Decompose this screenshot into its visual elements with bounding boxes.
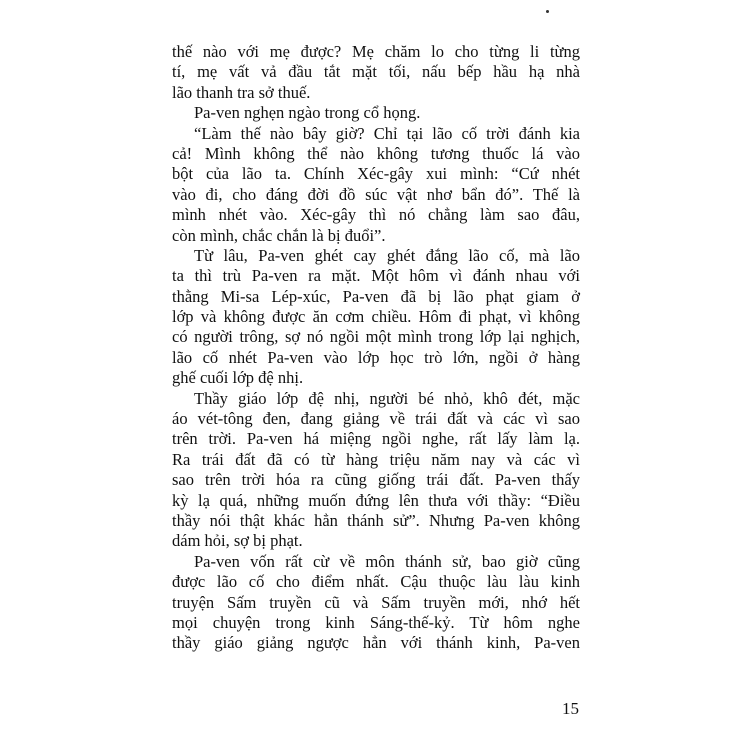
text-line: mình nhét vào. Xéc-gây thì nó chẳng làm sao đâu, — [172, 205, 580, 225]
text-line: tí, mẹ vất vả đầu tắt mặt tối, nấu bếp hầu hạ nhà — [172, 62, 580, 82]
text-line: ghế cuối lớp đệ nhị. — [172, 368, 304, 388]
text-line: lớp và không được ăn cơm chiều. Hôm đi phạt, vì không — [172, 307, 580, 327]
text-line: dám hỏi, sợ bị phạt. — [172, 531, 303, 551]
text-line: lão cố nhét Pa-ven vào lớp học trò lớn, ngồi ở hàng — [172, 347, 580, 367]
text-line: lão thanh tra sở thuế. — [172, 82, 311, 102]
text-line: “Làm thế nào bây giờ? Chỉ tại lão cố trời đánh kia — [194, 123, 580, 143]
text-line: áo vét-tông đen, đang giảng về trái đất và các vì sao — [172, 409, 580, 429]
text-line: thế nào với mẹ được? Mẹ chăm lo cho từng li từng — [172, 42, 580, 61]
text-line: Ra trái đất đã có từ hàng triệu năm nay và các vì — [172, 449, 580, 469]
text-line: có người trông, sợ nó ngồi một mình trong lớp lại nghịch, — [172, 327, 580, 347]
text-line: thầy nói thật khác hẳn thánh sử”. Nhưng Pa-ven không — [172, 510, 580, 530]
text-line: bột của lão ta. Chính Xéc-gây xui mình: “Cứ nhét — [172, 164, 580, 184]
text-line: trên trời. Pa-ven há miệng ngồi nghe, rất lấy làm lạ. — [172, 429, 580, 449]
text-line: Thầy giáo lớp đệ nhị, người bé nhỏ, khô đét, mặc — [194, 388, 580, 408]
text-line: được lão cố cho điểm nhất. Cậu thuộc làu làu kinh — [172, 572, 580, 592]
text-line: ta thì trù Pa-ven ra mặt. Một hôm vì đánh nhau với — [172, 266, 580, 286]
text-line: Pa-ven vốn rất cừ về môn thánh sử, bao giờ cũng — [194, 551, 580, 571]
print-speck — [546, 10, 549, 13]
text-line: vào đi, cho đáng đời đồ súc vật nhơ bẩn đó”. Thế là — [172, 184, 580, 204]
text-line: thằng Mi-sa Lép-xúc, Pa-ven đã bị lão phạt giam ở — [172, 286, 580, 306]
text-line: mọi chuyện trong kinh Sáng-thế-kỷ. Từ hôm nghe — [172, 612, 580, 632]
text-line: thầy giáo giảng ngược hẳn với thánh kinh, Pa-ven — [172, 633, 580, 653]
text-line: Pa-ven nghẹn ngào trong cổ họng. — [194, 103, 421, 123]
text-line: cả! Mình không thể nào không tương thuốc lá vào — [172, 143, 580, 163]
text-line: truyện Sấm truyền cũ và Sấm truyền mới, nhớ hết — [172, 592, 580, 612]
text-line: còn mình, chắc chắn là bị đuổi”. — [172, 225, 386, 245]
text-line: sao trên trời hóa ra cũng giống trái đất. Pa-ven thấy — [172, 470, 580, 490]
page-number: 15 — [562, 699, 579, 718]
text-line: kỳ lạ quá, những muốn đứng lên thưa với thầy: “Điều — [172, 490, 580, 510]
body-text — [172, 42, 580, 654]
text-line: Từ lâu, Pa-ven ghét cay ghét đắng lão cố, mà lão — [194, 245, 580, 265]
